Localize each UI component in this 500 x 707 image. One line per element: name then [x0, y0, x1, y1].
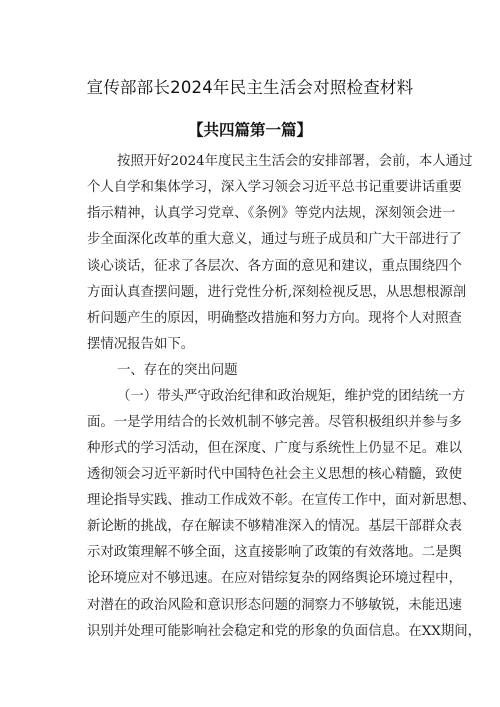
- paragraph-line: 步全面深化改革的重大意义，通过与班子成员和广大干部进行了: [87, 232, 462, 247]
- paragraph-line: 示对政策理解不够全面，这直接影响了政策的有效落地。二是舆: [87, 545, 462, 560]
- paragraph-line: 识别并处理可能影响社会稳定和党的形象的负面信息。在XX期间，: [87, 624, 482, 639]
- section-heading: 一、存在的突出问题: [117, 363, 238, 378]
- paragraph-line: 理论指导实践、推动工作成效不彰。在宣传工作中，面对新思想、: [87, 493, 476, 508]
- paragraph-line: 指示精神，认真学习党章、《条例》等党内法规，深刻领会进一: [87, 206, 456, 221]
- paragraph-line: 个人自学和集体学习，深入学习领会习近平总书记重要讲话重要: [87, 180, 462, 195]
- paragraph-line: 种形式的学习活动，但在深度、广度与系统性上仍显不足。难以: [87, 441, 462, 456]
- paragraph-line: 新论断的挑战，存在解读不够精准深入的情况。基层干部群众表: [87, 519, 462, 534]
- paragraph-line: 面。一是学用结合的长效机制不够完善。尽管积极组织并参与多: [87, 415, 462, 430]
- document-title: 宣传部部长2024年民主生活会对照检查材料: [86, 78, 414, 97]
- paragraph-line: 摆情况报告如下。: [87, 337, 195, 352]
- paragraph-line: 析问题产生的原因，明确整改措施和努力方向。现将个人对照查: [87, 311, 462, 326]
- subsection-heading-line: （一）带头严守政治纪律和政治规矩，维护党的团结统一方: [117, 389, 466, 404]
- paragraph-line: 透彻领会习近平新时代中国特色社会主义思想的核心精髓，致使: [87, 467, 462, 482]
- paragraph-line: 谈心谈话，征求了各层次、各方面的意见和建议，重点围绕四个: [87, 259, 462, 274]
- paragraph-line: 对潜在的政治风险和意识形态问题的洞察力不够敏锐，未能迅速: [87, 598, 462, 613]
- paragraph-line: 按照开好2024年度民主生活会的安排部署，会前，本人通过: [117, 154, 473, 169]
- document-subtitle: 【共四篇第一篇】: [187, 121, 312, 139]
- paragraph-line: 论环境应对不够迅速。在应对错综复杂的网络舆论环境过程中，: [87, 571, 462, 586]
- paragraph-line: 方面认真查摆问题，进行党性分析,深刻检视反思，从思想根源剖: [87, 285, 467, 300]
